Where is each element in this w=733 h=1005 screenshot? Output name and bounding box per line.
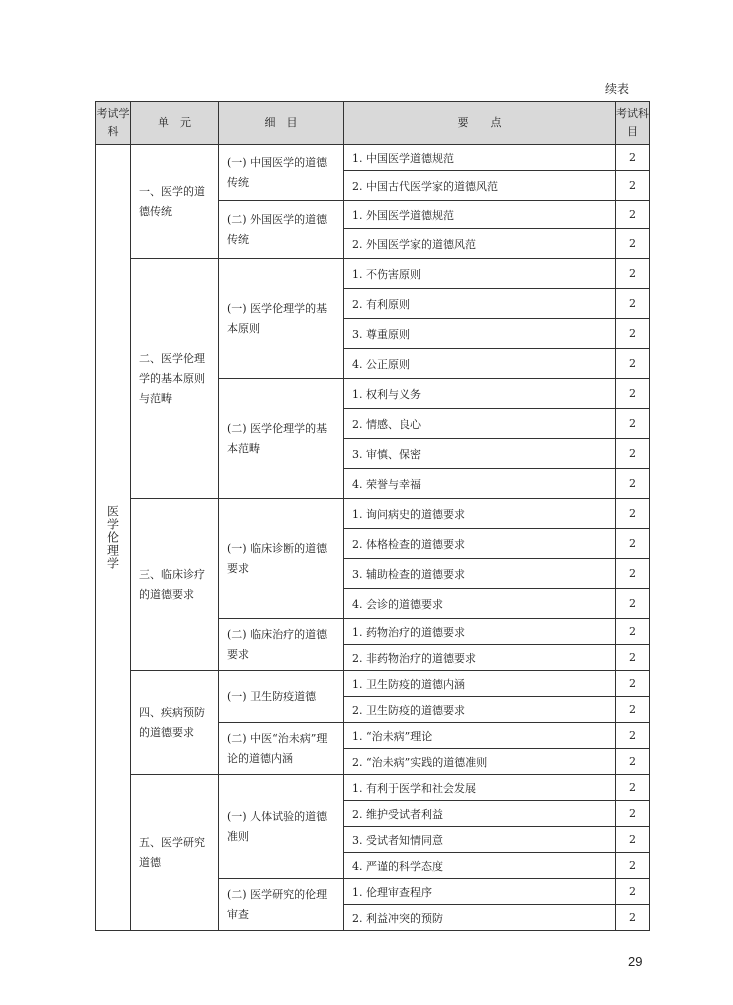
- subject-cell: [96, 145, 131, 931]
- header-sub: 细 目: [219, 102, 344, 145]
- level-cell: 2: [616, 439, 650, 469]
- level-cell: 2: [616, 319, 650, 349]
- unit-cell: 一、医学的道德传统: [131, 145, 219, 259]
- table-row: [96, 671, 650, 697]
- sub-item-cell: (二) 外国医学的道德传统: [219, 201, 344, 259]
- sub-item-cell: (二) 医学研究的伦理审查: [219, 879, 344, 931]
- sub-item-cell: (二) 医学伦理学的基本范畴: [219, 379, 344, 499]
- continued-label: 续表: [604, 82, 629, 96]
- key-point-cell: 4. 荣誉与幸福: [344, 469, 616, 499]
- key-point-cell: 2. 外国医学家的道德风范: [344, 229, 616, 259]
- sub-item-cell: (二) 临床治疗的道德要求: [219, 619, 344, 671]
- key-point-cell: 4. 会诊的道德要求: [344, 589, 616, 619]
- key-point-cell: 4. 严谨的科学态度: [344, 853, 616, 879]
- key-point-cell: 2. 中国古代医学家的道德风范: [344, 171, 616, 201]
- level-cell: 2: [616, 775, 650, 801]
- sub-item-cell: (一) 医学伦理学的基本原则: [219, 259, 344, 379]
- unit-cell: 二、医学伦理学的基本原则与范畴: [131, 259, 219, 499]
- key-point-cell: 2. 利益冲突的预防: [344, 905, 616, 931]
- level-cell: 2: [616, 853, 650, 879]
- key-point-cell: 1. “治未病”理论: [344, 723, 616, 749]
- level-cell: 2: [616, 749, 650, 775]
- level-cell: 2: [616, 589, 650, 619]
- level-cell: 2: [616, 409, 650, 439]
- key-point-cell: 1. 卫生防疫的道德内涵: [344, 671, 616, 697]
- level-cell: 2: [616, 171, 650, 201]
- key-point-cell: 1. 伦理审查程序: [344, 879, 616, 905]
- level-cell: 2: [616, 671, 650, 697]
- key-point-cell: 2. “治未病”实践的道德准则: [344, 749, 616, 775]
- table-row: [96, 145, 650, 171]
- syllabus-table: [95, 101, 650, 931]
- unit-cell: 四、疾病预防的道德要求: [131, 671, 219, 775]
- sub-item-cell: (一) 卫生防疫道德: [219, 671, 344, 723]
- page-number: 29: [628, 954, 643, 969]
- key-point-cell: 2. 有利原则: [344, 289, 616, 319]
- key-point-cell: 2. 维护受试者利益: [344, 801, 616, 827]
- level-cell: 2: [616, 697, 650, 723]
- key-point-cell: 3. 受试者知情同意: [344, 827, 616, 853]
- header-row: [96, 102, 650, 145]
- level-cell: 2: [616, 559, 650, 589]
- level-cell: 2: [616, 379, 650, 409]
- header-point: 要 点: [344, 102, 616, 145]
- sub-item-cell: (一) 中国医学的道德传统: [219, 145, 344, 201]
- header-unit: 单 元: [131, 102, 219, 145]
- key-point-cell: 1. 权利与义务: [344, 379, 616, 409]
- key-point-cell: 1. 有利于医学和社会发展: [344, 775, 616, 801]
- sub-item-cell: (一) 临床诊断的道德要求: [219, 499, 344, 619]
- key-point-cell: 4. 公正原则: [344, 349, 616, 379]
- key-point-cell: 2. 体格检查的道德要求: [344, 529, 616, 559]
- level-cell: 2: [616, 645, 650, 671]
- level-cell: 2: [616, 529, 650, 559]
- key-point-cell: 3. 审慎、保密: [344, 439, 616, 469]
- level-cell: 2: [616, 827, 650, 853]
- level-cell: 2: [616, 905, 650, 931]
- level-cell: 2: [616, 229, 650, 259]
- table-body: [96, 145, 650, 931]
- unit-cell: 三、临床诊疗的道德要求: [131, 499, 219, 671]
- key-point-cell: 1. 外国医学道德规范: [344, 201, 616, 229]
- sub-item-cell: (二) 中医“治未病”理论的道德内涵: [219, 723, 344, 775]
- table-row: [96, 499, 650, 529]
- level-cell: 2: [616, 469, 650, 499]
- key-point-cell: 2. 卫生防疫的道德要求: [344, 697, 616, 723]
- key-point-cell: 3. 辅助检查的道德要求: [344, 559, 616, 589]
- level-cell: 2: [616, 145, 650, 171]
- key-point-cell: 1. 询问病史的道德要求: [344, 499, 616, 529]
- level-cell: 2: [616, 499, 650, 529]
- key-point-cell: 2. 情感、良心: [344, 409, 616, 439]
- subject-label: 医学伦理学: [105, 505, 120, 570]
- key-point-cell: 1. 不伤害原则: [344, 259, 616, 289]
- header-subject: 考试学科: [96, 102, 131, 145]
- level-cell: 2: [616, 801, 650, 827]
- table-row: [96, 259, 650, 289]
- level-cell: 2: [616, 201, 650, 229]
- level-cell: 2: [616, 879, 650, 905]
- key-point-cell: 1. 中国医学道德规范: [344, 145, 616, 171]
- key-point-cell: 1. 药物治疗的道德要求: [344, 619, 616, 645]
- level-cell: 2: [616, 349, 650, 379]
- header-level: 考试科目: [616, 102, 650, 145]
- key-point-cell: 2. 非药物治疗的道德要求: [344, 645, 616, 671]
- level-cell: 2: [616, 289, 650, 319]
- key-point-cell: 3. 尊重原则: [344, 319, 616, 349]
- level-cell: 2: [616, 259, 650, 289]
- level-cell: 2: [616, 723, 650, 749]
- sub-item-cell: (一) 人体试验的道德准则: [219, 775, 344, 879]
- level-cell: 2: [616, 619, 650, 645]
- table-row: [96, 775, 650, 801]
- unit-cell: 五、医学研究道德: [131, 775, 219, 931]
